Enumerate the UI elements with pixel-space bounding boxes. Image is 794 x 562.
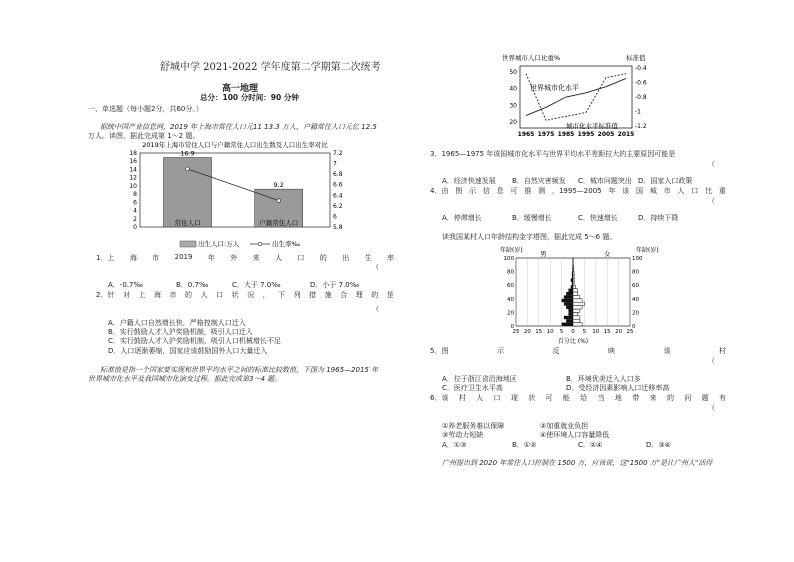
- stem-word: 年: [207, 254, 215, 262]
- pyramid-female-bar: [573, 319, 580, 322]
- stem-word: 措: [309, 291, 317, 299]
- pyramid-age-label-right: 年龄(岁): [636, 247, 659, 254]
- pyramid-y-tick-right: 40: [632, 296, 639, 303]
- pyramid-y-tick-right: 60: [632, 283, 639, 290]
- stem-word: 人: [200, 291, 208, 299]
- stem-word: 映: [607, 347, 615, 355]
- q1-option-b[interactable]: B．0.7‰: [176, 281, 209, 289]
- pyramid-y-tick-right: 100: [632, 256, 643, 262]
- pyramid-x-tick: 20: [615, 329, 623, 335]
- stem-word: 1．上: [96, 254, 115, 262]
- stem-word: ，1995—2005: [551, 187, 602, 195]
- q5-bracket: （: [708, 357, 715, 365]
- pyramid-female-bar: [573, 282, 574, 285]
- pyramid-female-bar: [573, 278, 574, 281]
- stem-word: 年: [608, 187, 616, 195]
- stem-word: 人: [476, 394, 484, 402]
- stem-word: 海: [154, 291, 162, 299]
- q6-item-1: ①养老服务难以保障: [442, 422, 505, 430]
- pyramid-x-tick: 5: [582, 329, 587, 335]
- pyramid-male-bar: [562, 299, 573, 302]
- chart1-right-tick: 6: [333, 213, 337, 221]
- chart1-rate-point: [186, 167, 190, 171]
- stem-word: 可: [545, 394, 553, 402]
- chart2-right-tick: -1: [635, 108, 641, 116]
- pyramid-female-bar: [573, 272, 574, 275]
- stem-word: 现: [510, 394, 518, 402]
- stem-word: 市: [663, 187, 671, 195]
- score-line: 总分：100 分时间：90 分钟: [200, 93, 299, 102]
- pyramid-male-bar: [564, 295, 573, 298]
- chart1-left-tick: 6: [133, 199, 137, 207]
- stem-word: ，: [262, 291, 270, 299]
- q6-item-3: ③劳动力短缺: [442, 431, 484, 439]
- exam-title: 舒城中学 2021-2022 学年度第二学期第二次统考: [160, 62, 381, 73]
- pyramid-x-tick: 15: [603, 329, 611, 335]
- chart1-left-tick: 8: [133, 191, 137, 199]
- stem-word: 问: [684, 394, 692, 402]
- stem-word: 市: [169, 291, 177, 299]
- pyramid-x-tick: 10: [592, 329, 600, 335]
- stem-word: 地: [614, 394, 622, 402]
- pyramid-y-tick: 100: [503, 256, 514, 262]
- chart2-x-tick: 1975: [537, 131, 555, 138]
- chart1-bar-value: 9.2: [273, 181, 284, 190]
- stem-word: 2．针: [96, 291, 115, 299]
- stem-word: 海: [129, 254, 137, 262]
- chart1-left-tick: 18: [129, 150, 137, 157]
- chart1-category-label: 户籍常住人口: [259, 219, 299, 227]
- chart2-x-tick: 1985: [557, 131, 575, 138]
- pyramid-female-bar: [573, 299, 582, 302]
- pyramid-female-bar: [573, 285, 575, 288]
- stem-word: 该: [622, 187, 630, 195]
- chart2-x-tick: 1965: [517, 131, 535, 138]
- section-intro-1: 据统中国产业信息网，2019 年上海市常住人口元11 13.3 万人，户籍常住人口元亿 12.5: [100, 123, 377, 131]
- stem-word: 的: [666, 394, 674, 402]
- pyramid-y-tick: 40: [507, 296, 514, 303]
- pyramid-female-bar: [573, 316, 580, 319]
- q5-option-d[interactable]: D．受经济因素影响人口迁移率高: [566, 384, 670, 392]
- stem-word: 村: [718, 347, 726, 355]
- q2-option-b[interactable]: B．实行鼓励人才入沪奖励机制，吸引人口迁入: [108, 328, 253, 336]
- q3-option-a[interactable]: A．经济快速发展: [442, 177, 496, 185]
- pyramid-y-tick-right: 0: [632, 324, 636, 330]
- stem-word: 来: [649, 394, 657, 402]
- q5-stem: [430, 346, 726, 356]
- chart1-right-tick: 7: [333, 160, 337, 168]
- stem-word: 5．图: [430, 347, 449, 355]
- pyramid-male-bar: [564, 302, 573, 305]
- chart1-left-tick: 4: [133, 207, 137, 215]
- chart1-right-tick: 6.4: [333, 192, 343, 200]
- chart1-right-tick: 6.2: [333, 202, 343, 210]
- q6-bracket: （: [708, 404, 715, 412]
- stem-word: 下: [278, 291, 286, 299]
- q6-option-a[interactable]: A．①③: [442, 441, 467, 449]
- section2-intro-1: 标准值是指一个国家要实现和世界平均水平之间的标准比较数值。下图为 1965—2015 年: [100, 366, 379, 374]
- pyramid-female-bar: [573, 323, 582, 326]
- pyramid-male-bar: [566, 319, 573, 322]
- chart2-x-tick: 1995: [577, 131, 595, 138]
- stem-word: 图: [455, 187, 463, 195]
- stem-word: 带: [632, 394, 640, 402]
- section-intro-2: 万人。读图，据此完成第 1～2 题。: [88, 132, 200, 140]
- pyramid-male-bar: [568, 312, 573, 315]
- pyramid-male-label: 男: [540, 250, 547, 258]
- stem-word: 口: [297, 254, 305, 262]
- pyramid-x-tick: 10: [546, 329, 554, 335]
- stem-word: 有: [718, 394, 726, 402]
- stem-word: 人: [677, 187, 685, 195]
- pyramid-male-bar: [571, 285, 573, 288]
- q3-option-c[interactable]: C．城市问题突出: [578, 177, 632, 185]
- pyramid-x-tick: 5: [559, 329, 564, 335]
- stem-word: 人: [275, 254, 283, 262]
- q5-option-a[interactable]: A．位于浙江省沿海地区: [442, 375, 517, 383]
- chart1-left-tick: 14: [129, 166, 137, 174]
- chart2-left-tick: 40: [509, 85, 517, 93]
- pyramid-x-tick: 25: [512, 329, 520, 335]
- q2-bracket: （: [372, 305, 379, 313]
- legend-line-marker: [258, 242, 262, 246]
- stem-word: 施: [324, 291, 332, 299]
- legend-line-label: 出生率‰: [272, 240, 301, 248]
- stem-word: 2019: [174, 253, 193, 261]
- pyramid-x-label: 百分比 (%): [557, 338, 589, 345]
- chart2-right-tick: -1.2: [635, 123, 647, 130]
- pyramid-y-tick-right: 20: [632, 310, 639, 317]
- q1-option-c[interactable]: C．大于 7.0‰: [232, 281, 281, 289]
- birth-chart-title: 2019年上海市常住人口与户籍常住人口出生数及人口出生率对比: [142, 141, 328, 149]
- chart2-right-tick: -0.6: [635, 79, 647, 87]
- stem-word: 生: [364, 254, 372, 262]
- q6-option-b[interactable]: B．①②: [512, 441, 537, 449]
- pyramid-female-bar: [573, 268, 574, 271]
- stem-word: 该: [663, 347, 671, 355]
- q5-option-b[interactable]: B．环境优美迁入人口多: [566, 375, 641, 383]
- chart2-right-tick: -0.4: [635, 65, 647, 72]
- q1-bracket: （: [372, 263, 379, 271]
- stem-word: 口: [493, 394, 501, 402]
- pyramid-female-bar: [573, 292, 578, 295]
- q4-bracket: （: [708, 197, 715, 205]
- stem-word: 国: [636, 187, 644, 195]
- chart1-rate-point: [277, 199, 281, 203]
- section-heading: 一、单选题（每小题2分，共60分。）: [88, 105, 203, 113]
- pyramid-male-bar: [568, 309, 573, 312]
- pyramid-chart: [496, 244, 666, 346]
- pyramid-y-tick: 20: [507, 310, 514, 317]
- q6-stem: [430, 393, 726, 403]
- stem-word: 6．该: [430, 394, 449, 402]
- q5-option-c[interactable]: C．医疗卫生水平高: [442, 384, 503, 392]
- stem-word: 上: [138, 291, 146, 299]
- pyramid-x-tick: 20: [523, 329, 531, 335]
- q2-option-a[interactable]: A．户籍人口自然增长快，严格控制人口迁入: [108, 319, 246, 327]
- china-series-label: 城市化水平标准值: [566, 122, 618, 130]
- chart1-left-tick: 0: [133, 224, 137, 231]
- chart2-x-tick: 2015: [617, 131, 635, 138]
- q3-option-d[interactable]: D．国家人口政策: [638, 177, 693, 185]
- chart1-right-tick: 6.8: [333, 171, 343, 179]
- section3-intro: 读我国某村人口年龄结构金字塔图，据此完成 5～6 题。: [442, 233, 617, 241]
- birth-chart: [100, 139, 370, 251]
- chart2-right-tick: -0.8: [635, 94, 647, 101]
- pyramid-male-bar: [568, 289, 573, 292]
- chart1-left-tick: 16: [129, 158, 137, 166]
- pyramid-x-tick: 0: [571, 329, 575, 335]
- stem-word: 能: [562, 394, 570, 402]
- pyramid-female-bar: [573, 275, 574, 278]
- pyramid-y-tick: 60: [507, 283, 514, 290]
- chart1-right-tick: 6.6: [333, 181, 343, 189]
- stem-word: 测: [538, 187, 546, 195]
- stem-word: 信: [482, 187, 490, 195]
- pyramid-age-label-left: 年龄(岁): [500, 247, 523, 254]
- q2-stem: [96, 290, 394, 300]
- q1-option-a[interactable]: A．-0.7‰: [108, 281, 143, 289]
- stem-word: 示: [496, 347, 504, 355]
- q4-stem: [430, 186, 726, 196]
- stem-word: 的: [185, 291, 193, 299]
- q1-stem: [96, 253, 394, 263]
- legend-bar-label: 出生人口:万人: [198, 240, 240, 248]
- stem-word: 示: [469, 187, 477, 195]
- chart1-category-label: 常住人口: [174, 219, 201, 227]
- stem-word: 市: [152, 254, 160, 262]
- pyramid-y-tick-right: 80: [632, 269, 639, 276]
- stem-word: 的: [319, 254, 327, 262]
- pyramid-x-tick: 25: [626, 329, 634, 335]
- chart2-x-tick: 2005: [597, 131, 615, 138]
- left-axis-label: 世界城市人口比重%: [502, 54, 561, 62]
- stem-word: 况: [247, 291, 255, 299]
- stem-word: 状: [528, 394, 536, 402]
- stem-word: 外: [230, 254, 238, 262]
- chart1-bar-value: 16.9: [180, 149, 195, 158]
- q6-option-c[interactable]: C．②④: [578, 441, 603, 449]
- chart1-left-tick: 12: [129, 174, 137, 182]
- stem-word: 出: [342, 254, 350, 262]
- chart2-china-line: [526, 74, 626, 121]
- stem-word: 反: [552, 347, 560, 355]
- stem-word: 息: [496, 187, 504, 195]
- stem-word: 合: [340, 291, 348, 299]
- stem-word: 是: [386, 291, 394, 299]
- stem-word: 列: [293, 291, 301, 299]
- q4-option-c[interactable]: C．快速增长: [578, 214, 618, 222]
- stem-word: 当: [597, 394, 605, 402]
- stem-word: 理: [355, 291, 363, 299]
- pyramid-female-bar: [573, 302, 584, 305]
- chart1-left-tick: 10: [129, 182, 137, 190]
- right-axis-label: 标准值: [626, 54, 646, 62]
- stem-word: 推: [524, 187, 532, 195]
- footer-passage: 广州提出到 2020 年常住人口控制在 1500 万，应该说，这"1500 万"是让广州人"活得: [442, 459, 713, 467]
- stem-word: 口: [691, 187, 699, 195]
- world-series-label: 世界城市化水平: [530, 84, 579, 92]
- pyramid-female-bar: [573, 309, 580, 312]
- q4-option-b[interactable]: B．缓慢增长: [512, 214, 552, 222]
- stem-word: 给: [580, 394, 588, 402]
- pyramid-male-bar: [571, 278, 573, 281]
- pyramid-bars: [562, 258, 585, 326]
- birth-chart-axes: [129, 150, 342, 231]
- q1-option-d[interactable]: D．小于 7.0‰: [310, 281, 360, 289]
- q6-item-2: ②加重就业负担: [540, 422, 589, 430]
- stem-word: 比: [705, 187, 713, 195]
- stem-word: 城: [649, 187, 657, 195]
- chart2-left-tick: 30: [509, 102, 517, 110]
- stem-word: 4．由: [430, 187, 449, 195]
- stem-word: 村: [458, 394, 466, 402]
- q3-option-b[interactable]: B．自然灾害频发: [512, 177, 566, 185]
- pyramid-male-bar: [562, 323, 573, 326]
- subject-title: 高一地理: [222, 84, 259, 94]
- legend-bar-swatch: [180, 241, 196, 247]
- section2-intro-2: 世界城市化水平及我国城市化演变过程。据此完成第3～4 题。: [88, 375, 282, 383]
- urbanization-lines: [526, 74, 626, 121]
- q4-option-a[interactable]: A．停滞增长: [442, 214, 482, 222]
- stem-word: 率: [386, 254, 394, 262]
- pyramid-male-bar: [566, 292, 573, 295]
- stem-word: 来: [252, 254, 260, 262]
- urbanization-frame: [520, 66, 632, 128]
- chart2-left-tick: 20: [509, 119, 517, 126]
- pyramid-female-bar: [573, 306, 582, 309]
- pyramid-y-tick: 80: [507, 269, 514, 276]
- q2-option-c[interactable]: C．实行鼓励人才入沪奖励机制，吸引人口机械增长不足: [108, 337, 281, 345]
- pyramid-male-bar: [564, 316, 573, 319]
- q6-item-4: ④使环境人口容量降低: [540, 431, 610, 439]
- chart1-right-tick: 7.2: [333, 150, 343, 157]
- pyramid-female-bar: [573, 295, 580, 298]
- q3-stem: 3．1965—1975 年该国城市化水平与世界平均水平差距拉大的主要原因可能是: [430, 150, 676, 158]
- q3-bracket: （: [708, 160, 715, 168]
- chart2-left-tick: 50: [509, 69, 517, 76]
- pyramid-x-tick: 15: [535, 329, 543, 335]
- q4-option-d[interactable]: D．持续下降: [638, 214, 679, 222]
- stem-word: 重: [718, 187, 726, 195]
- birth-chart-bars: [164, 150, 303, 227]
- pyramid-male-bar: [566, 306, 573, 309]
- chart1-right-tick: 5.8: [333, 224, 343, 231]
- urbanization-chart: [490, 52, 670, 144]
- pyramid-female-label: 女: [604, 250, 611, 258]
- stem-word: 可: [510, 187, 518, 195]
- stem-word: 状: [231, 291, 239, 299]
- pyramid-female-bar: [573, 312, 578, 315]
- q6-option-d[interactable]: D．③④: [646, 441, 671, 449]
- chart1-left-tick: 2: [133, 215, 137, 223]
- q2-option-d[interactable]: D．人口逐渐萎缩，国家应该鼓励国外人口大量迁入: [108, 347, 268, 355]
- stem-word: 口: [216, 291, 224, 299]
- pyramid-female-bar: [573, 289, 578, 292]
- stem-word: 对: [122, 291, 130, 299]
- stem-word: 的: [371, 291, 379, 299]
- pyramid-y-tick: 0: [510, 324, 514, 330]
- stem-word: 题: [701, 394, 709, 402]
